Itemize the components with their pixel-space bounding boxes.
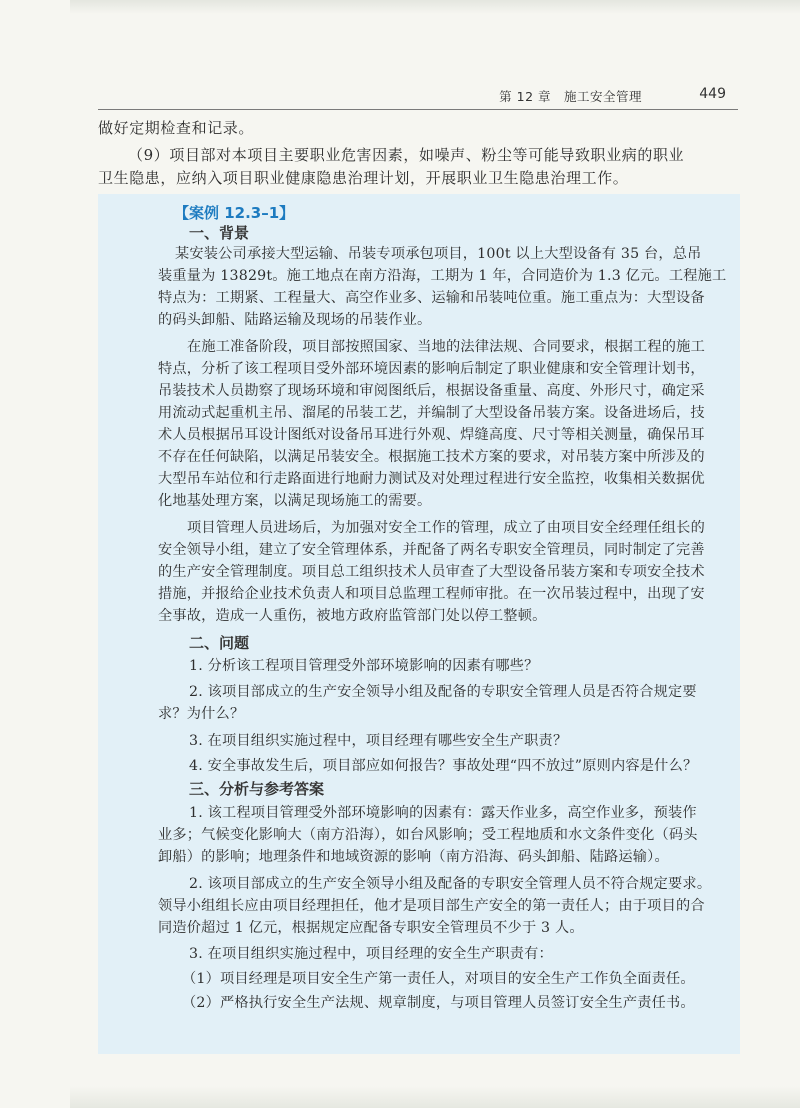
intro-line: 做好定期检查和记录。 [98, 119, 255, 137]
background-line: 装重量为 13829t。施工地点在南方沿海，工期为 1 年，合同造价为 1.3 亿元。工程施工 [158, 268, 727, 284]
answer-line: 3. 在项目组织实施过程中，项目经理的安全生产职责有： [189, 946, 553, 962]
answer-line: 业多；气候变化影响大（南方沿海），如台风影响；受工程地质和水文条件变化（码头 [158, 827, 698, 843]
section-title-questions: 二、问题 [189, 634, 250, 652]
answer-line: 2. 该项目部成立的生产安全领导小组及配备的专职安全管理人员不符合规定要求。 [189, 876, 712, 892]
question-line: 求？为什么？ [158, 706, 245, 722]
page-number: 449 [699, 86, 726, 102]
background-line: 吊装技术人员勘察了现场环境和审阅图纸后，根据设备重量、高度、外形尺寸，确定采 [158, 383, 705, 399]
background-line: 用流动式起重机主吊、溜尾的吊装工艺，并编制了大型设备吊装方案。设备进场后，技 [158, 405, 705, 421]
background-line: 的码头卸船、陆路运输及现场的吊装作业。 [158, 312, 432, 328]
background-line: 的生产安全管理制度。项目总工组织技术人员审查了大型设备吊装方案和专项安全技术 [158, 564, 705, 580]
case-title: 【案例 12.3–1】 [174, 204, 295, 222]
question-line: 3. 在项目组织实施过程中，项目经理有哪些安全生产职责？ [189, 733, 568, 749]
question-line: 4. 安全事故发生后，项目部应如何报告？事故处理“四不放过”原则内容是什么？ [189, 758, 698, 774]
background-line: 特点，分析了该工程项目受外部环境因素的影响后制定了职业健康和安全管理计划书， [158, 361, 705, 377]
question-line: 2. 该项目部成立的生产安全领导小组及配备的专职安全管理人员是否符合规定要 [189, 684, 697, 700]
page-top-shadow [70, 0, 800, 14]
answer-line: 领导小组组长应由项目经理担任，他才是项目部生产安全的第一责任人；由于项目的合 [158, 898, 705, 914]
answer-line: 同造价超过 1 亿元，根据规定应配备专职安全管理员不少于 3 人。 [158, 920, 584, 936]
answer-line: （2）严格执行安全生产法规、规章制度，与项目管理人员签订安全生产责任书。 [182, 995, 695, 1011]
background-line: 安全领导小组，建立了安全管理体系，并配备了两名专职安全管理员，同时制定了完善 [158, 542, 705, 558]
background-line: 措施，并报给企业技术负责人和项目总监理工程师审批。在一次吊装过程中，出现了安 [158, 586, 705, 602]
background-line: 全事故，造成一人重伤，被地方政府监管部门处以停工整顿。 [158, 608, 547, 624]
background-line: 项目管理人员进场后，为加强对安全工作的管理，成立了由项目安全经理任组长的 [187, 520, 705, 536]
background-line: 术人员根据吊耳设计图纸对设备吊耳进行外观、焊缝高度、尺寸等相关测量，确保吊耳 [158, 427, 705, 443]
section-title-background: 一、背景 [189, 224, 250, 242]
running-header [98, 87, 738, 110]
background-line: 在施工准备阶段，项目部按照国家、当地的法律法规、合同要求，根据工程的施工 [187, 339, 705, 355]
answer-line: 1. 该工程项目管理受外部环境影响的因素有：露天作业多，高空作业多，预装作 [189, 805, 697, 821]
background-line: 特点为：工期紧、工程量大、高空作业多、运输和吊装吨位重。施工重点为：大型设备 [158, 290, 705, 306]
background-line: 某安装公司承接大型运输、吊装专项承包项目，100t 以上大型设备有 35 台，总吊 [175, 246, 702, 262]
page-bottom-shadow [70, 1086, 800, 1108]
chapter-title: 第 12 章 施工安全管理 [499, 89, 642, 104]
answer-line: （1）项目经理是项目安全生产第一责任人，对项目的安全生产工作负全面责任。 [182, 971, 695, 987]
intro-line: （9）项目部对本项目主要职业危害因素，如噪声、粉尘等可能导致职业病的职业 [128, 146, 685, 164]
background-line: 不存在任何缺陷，以满足吊装安全。根据施工技术方案的要求，对吊装方案中所涉及的 [158, 449, 705, 465]
answer-line: 卸船）的影响；地理条件和地域资源的影响（南方沿海、码头卸船、陆路运输）。 [158, 849, 669, 865]
background-line: 化地基处理方案，以满足现场施工的需要。 [158, 493, 432, 509]
intro-line: 卫生隐患，应纳入项目职业健康隐患治理计划，开展职业卫生隐患治理工作。 [98, 169, 629, 187]
background-line: 大型吊车站位和行走路面进行地耐力测试及对处理过程进行安全监控，收集相关数据优 [158, 471, 705, 487]
section-title-answers: 三、分析与参考答案 [189, 780, 325, 798]
question-line: 1. 分析该工程项目管理受外部环境影响的因素有哪些？ [189, 658, 539, 674]
